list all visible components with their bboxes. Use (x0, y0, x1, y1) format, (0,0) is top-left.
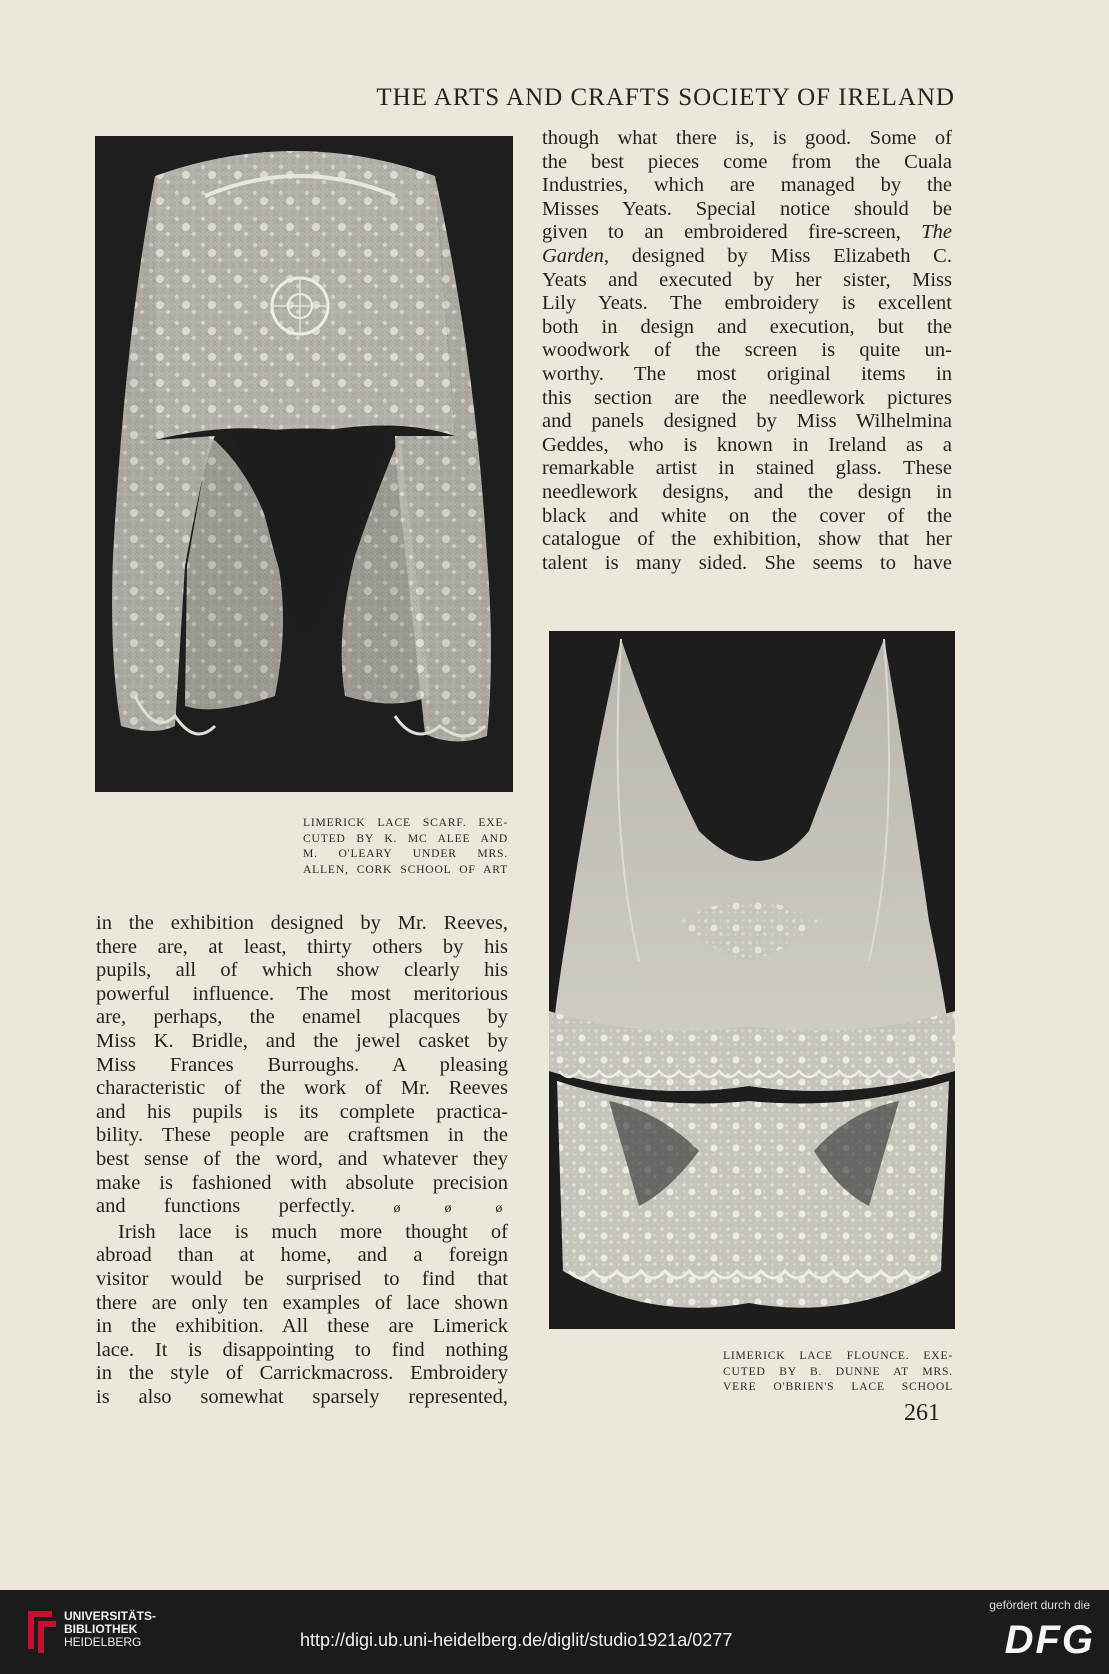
page-number: 261 (904, 1400, 940, 1426)
right-column-text (542, 127, 952, 575)
library-logo-icon (24, 1605, 60, 1655)
text-line: pupils, all of which show clearly his (96, 959, 508, 982)
digitization-footer (0, 1590, 1109, 1674)
text-line: Misses Yeats. Special notice should be (542, 197, 952, 220)
caption-line: VERE O'BRIEN'S LACE SCHOOL (723, 1380, 953, 1393)
text-line: Lily Yeats. The embroidery is excellent (542, 292, 952, 315)
caption-line: CUTED BY K. MC ALEE AND (303, 831, 508, 845)
caption-lace-flounce (723, 1348, 953, 1395)
lace-flounce-illustration (549, 631, 955, 1329)
text-line: needlework designs, and the design in (542, 480, 952, 503)
lace-scarf-illustration (95, 136, 513, 792)
text-line: woodwork of the screen is quite un- (542, 339, 952, 362)
ornament-icon: ø (444, 1201, 452, 1217)
lace-scarf-photo (95, 136, 513, 792)
text-line: bility. These people are craftsmen in the (96, 1124, 508, 1147)
text-line: there are, at least, thirty others by his (96, 935, 508, 958)
text-line: make is fashioned with absolute precision (96, 1171, 508, 1194)
funded-by-label: gefördert durch die (989, 1598, 1090, 1612)
text-line: catalogue of the exhibition, show that her (542, 528, 952, 551)
text-line: Geddes, who is known in Ireland as a (542, 433, 952, 456)
text-line: in the exhibition designed by Mr. Reeves, (96, 912, 508, 934)
text-line: Industries, which are managed by the (542, 174, 952, 197)
caption-line: LIMERICK LACE SCARF. EXE- (303, 816, 508, 829)
ornament-icon: ø (393, 1201, 401, 1217)
text-line: abroad than at home, and a foreign (96, 1244, 508, 1267)
text-line: Irish lace is much more thought of (118, 1220, 508, 1243)
running-head: THE ARTS AND CRAFTS SOCIETY OF IRELAND (376, 84, 955, 111)
text-line: and functions perfectly. ø ø ø (96, 1195, 508, 1221)
text-line: in the style of Carrickmacross. Embroidery (96, 1362, 508, 1385)
text-line: talent is many sided. She seems to have (542, 551, 952, 574)
ornament-icon: ø (495, 1201, 503, 1217)
text-line: remarkable artist in stained glass. These (542, 457, 952, 480)
text-line: Yeats and executed by her sister, Miss (542, 268, 952, 291)
text-line: lace. It is disappointing to find nothing (96, 1338, 508, 1361)
text-line: is also somewhat sparsely represented, (96, 1385, 508, 1408)
text-line: the best pieces come from the Cuala (542, 150, 952, 173)
library-name: UNIVERSITÄTS- BIBLIOTHEK HEIDELBERG (64, 1609, 157, 1649)
text-line: best sense of the word, and whatever they (96, 1147, 508, 1170)
text-line: characteristic of the work of Mr. Reeves (96, 1077, 508, 1100)
text-line: and his pupils is its complete practica- (96, 1100, 508, 1123)
text-line: Garden, designed by Miss Elizabeth C. (542, 244, 952, 267)
caption-line: ALLEN, CORK SCHOOL OF ART (303, 862, 508, 876)
text-line: powerful influence. The most meritorious (96, 982, 508, 1005)
italic-title: Garden (542, 244, 604, 267)
italic-title: The (921, 221, 952, 244)
left-column-text (96, 912, 508, 1409)
dfg-logo: DFG (1004, 1618, 1095, 1662)
text-line: and panels designed by Miss Wilhelmina (542, 410, 952, 433)
text-line: worthy. The most original items in (542, 362, 952, 385)
text-line: there are only ten examples of lace shown (96, 1291, 508, 1314)
text-line: this section are the needlework pictures (542, 386, 952, 409)
caption-line: LIMERICK LACE FLOUNCE. EXE- (723, 1349, 953, 1362)
text-line: visitor would be surprised to find that (96, 1267, 508, 1290)
text-line: given to an embroidered fire-screen, The (542, 221, 952, 244)
text-line: Miss K. Bridle, and the jewel casket by (96, 1029, 508, 1052)
caption-lace-scarf (303, 815, 508, 877)
lace-flounce-photo (549, 631, 955, 1329)
caption-line: M. O'LEARY UNDER MRS. (303, 847, 508, 860)
text-line: both in design and execution, but the (542, 315, 952, 338)
text-line: Miss Frances Burroughs. A pleasing (96, 1053, 508, 1076)
text-line: black and white on the cover of the (542, 504, 952, 527)
text-line: are, perhaps, the enamel placques by (96, 1006, 508, 1029)
text-line: in the exhibition. All these are Limerick (96, 1315, 508, 1338)
permalink-url[interactable]: http://digi.ub.uni-heidelberg.de/diglit/studio1921a/0277 (300, 1630, 733, 1650)
text-line: though what there is, is good. Some of (542, 127, 952, 149)
caption-line: CUTED BY B. DUNNE AT MRS. (723, 1364, 953, 1378)
